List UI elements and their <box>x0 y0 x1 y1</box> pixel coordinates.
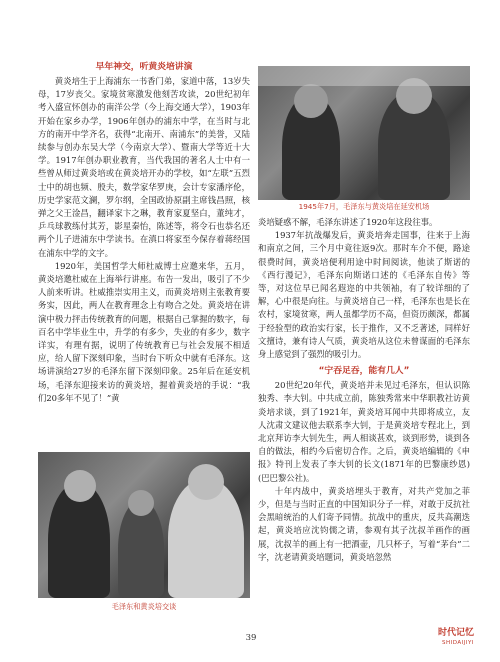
paragraph: 十年内战中，黄炎培埋头于教育，对共产党加之菲少，但是与当时正直的中国知识分子一样，对敢于反抗社会黑暗统治的人们寄予同情。抗战中的重庆，反共高潮迭起，黄炎培应沈钧儒之请，参观有其子沈叔羊画作的画展，沈叔羊的画上有一把酒壶，几只杯子，写着“茅台”二字，沈老请黄炎培题词，黄炎培忽然 <box>258 485 470 562</box>
photo-caption: 1945年7月，毛泽东与黄炎培在延安机场 <box>298 202 430 211</box>
section-heading-1: 早年神交，听黄炎培讲演 <box>95 62 193 72</box>
paragraph: 1937年抗战爆发后，黄炎培奔走国事，往来于上海和南京之间，三个月中竟往返9次。那时车介不便，路途很费时间，黄炎培便利用途中时间阅读，他读了斯诺的《西行漫记》，毛泽东向斯诺口述的《毛泽东自传》等等，对这位早已闻名遐迩的中共领袖，有了较详细的了解，心中很是向往。与黄炎培自己一样，毛泽东也是长在农村，家境贫寒，两人虽都学历不高，但资历颇深，都属于经验型的政治实行家，长于推作，又不乏著述，同样好文擅诗，兼有诗人气质，黄炎培从这位未曾谋面的毛泽东身上感觉到了强烈的吸引力。 <box>258 230 470 360</box>
paragraph: 1920年，美国哲学大师杜威博士应邀来华，五月，黄炎培邀杜威在上海举行讲座。布告一发出，吸引了不少人前来听讲。杜威推崇实用主义，而黄炎培则主张教育要务实，因此，两人在教育理念上有吻合之处。黄炎培在讲演中极力抨击传统教育的问题，根据自己掌握的数字，每百名中学毕业生中，升学的有多少，失业的有多少，数字详实，有理有据，说明了传统教育已与社会发展不相适应，给人留下深刻印象，当时台下听众中就有毛泽东。这场讲演给27岁的毛泽东留下深刻印象。25年后在延安机场，毛泽东迎接来访的黄炎培，握着黄炎培的手说：“我们20多年不见了！”黄 <box>38 260 250 403</box>
paragraph: 20世纪20年代，黄炎培并未见过毛泽东，但认识陈独秀、李大钊。中共成立前，陈独秀常来中华职教社访黄炎培求谈，到了1921年，黄炎培耳闻中共即将成立，友人沈肃文建议他去联系李大钊，于是黄炎培专程北上，到北京拜访李大钊先生，两人相谈甚欢，谈到形势，谈到各自的做法，相约今后密切合作。之后，黄炎培编辑的《申报》特刊上发表了李大钊的长文(1871年的巴黎康纱恩)(巴巴黎公社)。 <box>258 380 470 483</box>
section-heading-2: “宁吞足吞，能有几人” <box>318 366 410 377</box>
page-number: 39 <box>245 633 257 643</box>
photo-caption: 毛泽东和黄炎培交谈 <box>111 602 177 611</box>
brand-name-pinyin: SHIDAIJIYI <box>442 640 474 646</box>
paragraph: 黄炎培生于上海浦东一书香门弟，家道中落，13岁失母，17岁丧父。家境贫寒激发他刻苦攻读，20世纪初年考入盛宣怀创办的南洋公学（今上海交通大学），1903年开始在家乡办学，1906年创办的浦东中学，在当时与北方的南开中学齐名，获得“北南开、南浦东”的美誉，又陆续参与创办东吴大学（今南京大学）、暨南大学等近十大学。1917年创办职业教育，当代我国的著名人士中有一些曾从师过黄炎培或在黄炎培开办的学校，如“左联”五烈士中的胡也频、殷夫，数学家华罗庚，会计专家潘序伦，历史学家范文澜，罗尔纲，全国政协原副主席钱昌照，核弹之父王淦昌，翻译家卞之琳，教育家夏坚白，董纯才，乒乓球教练付其芳，影星秦怡，陈述等，将令石也恭名还两个儿子进浦东中学读书。在滇口将家至今保存着蒋经国在浦东中学的文字。 <box>38 76 250 258</box>
left-column <box>38 60 250 405</box>
magazine-brand <box>438 628 474 647</box>
photo-mao-huang-airport <box>258 66 470 200</box>
right-column <box>258 216 470 564</box>
brand-name: 时代记忆 <box>437 628 474 638</box>
paragraph: 炎培疑惑不解，毛泽东讲述了1920年这段往事。 <box>258 217 438 227</box>
photo-mao-huang-talking <box>38 452 250 598</box>
